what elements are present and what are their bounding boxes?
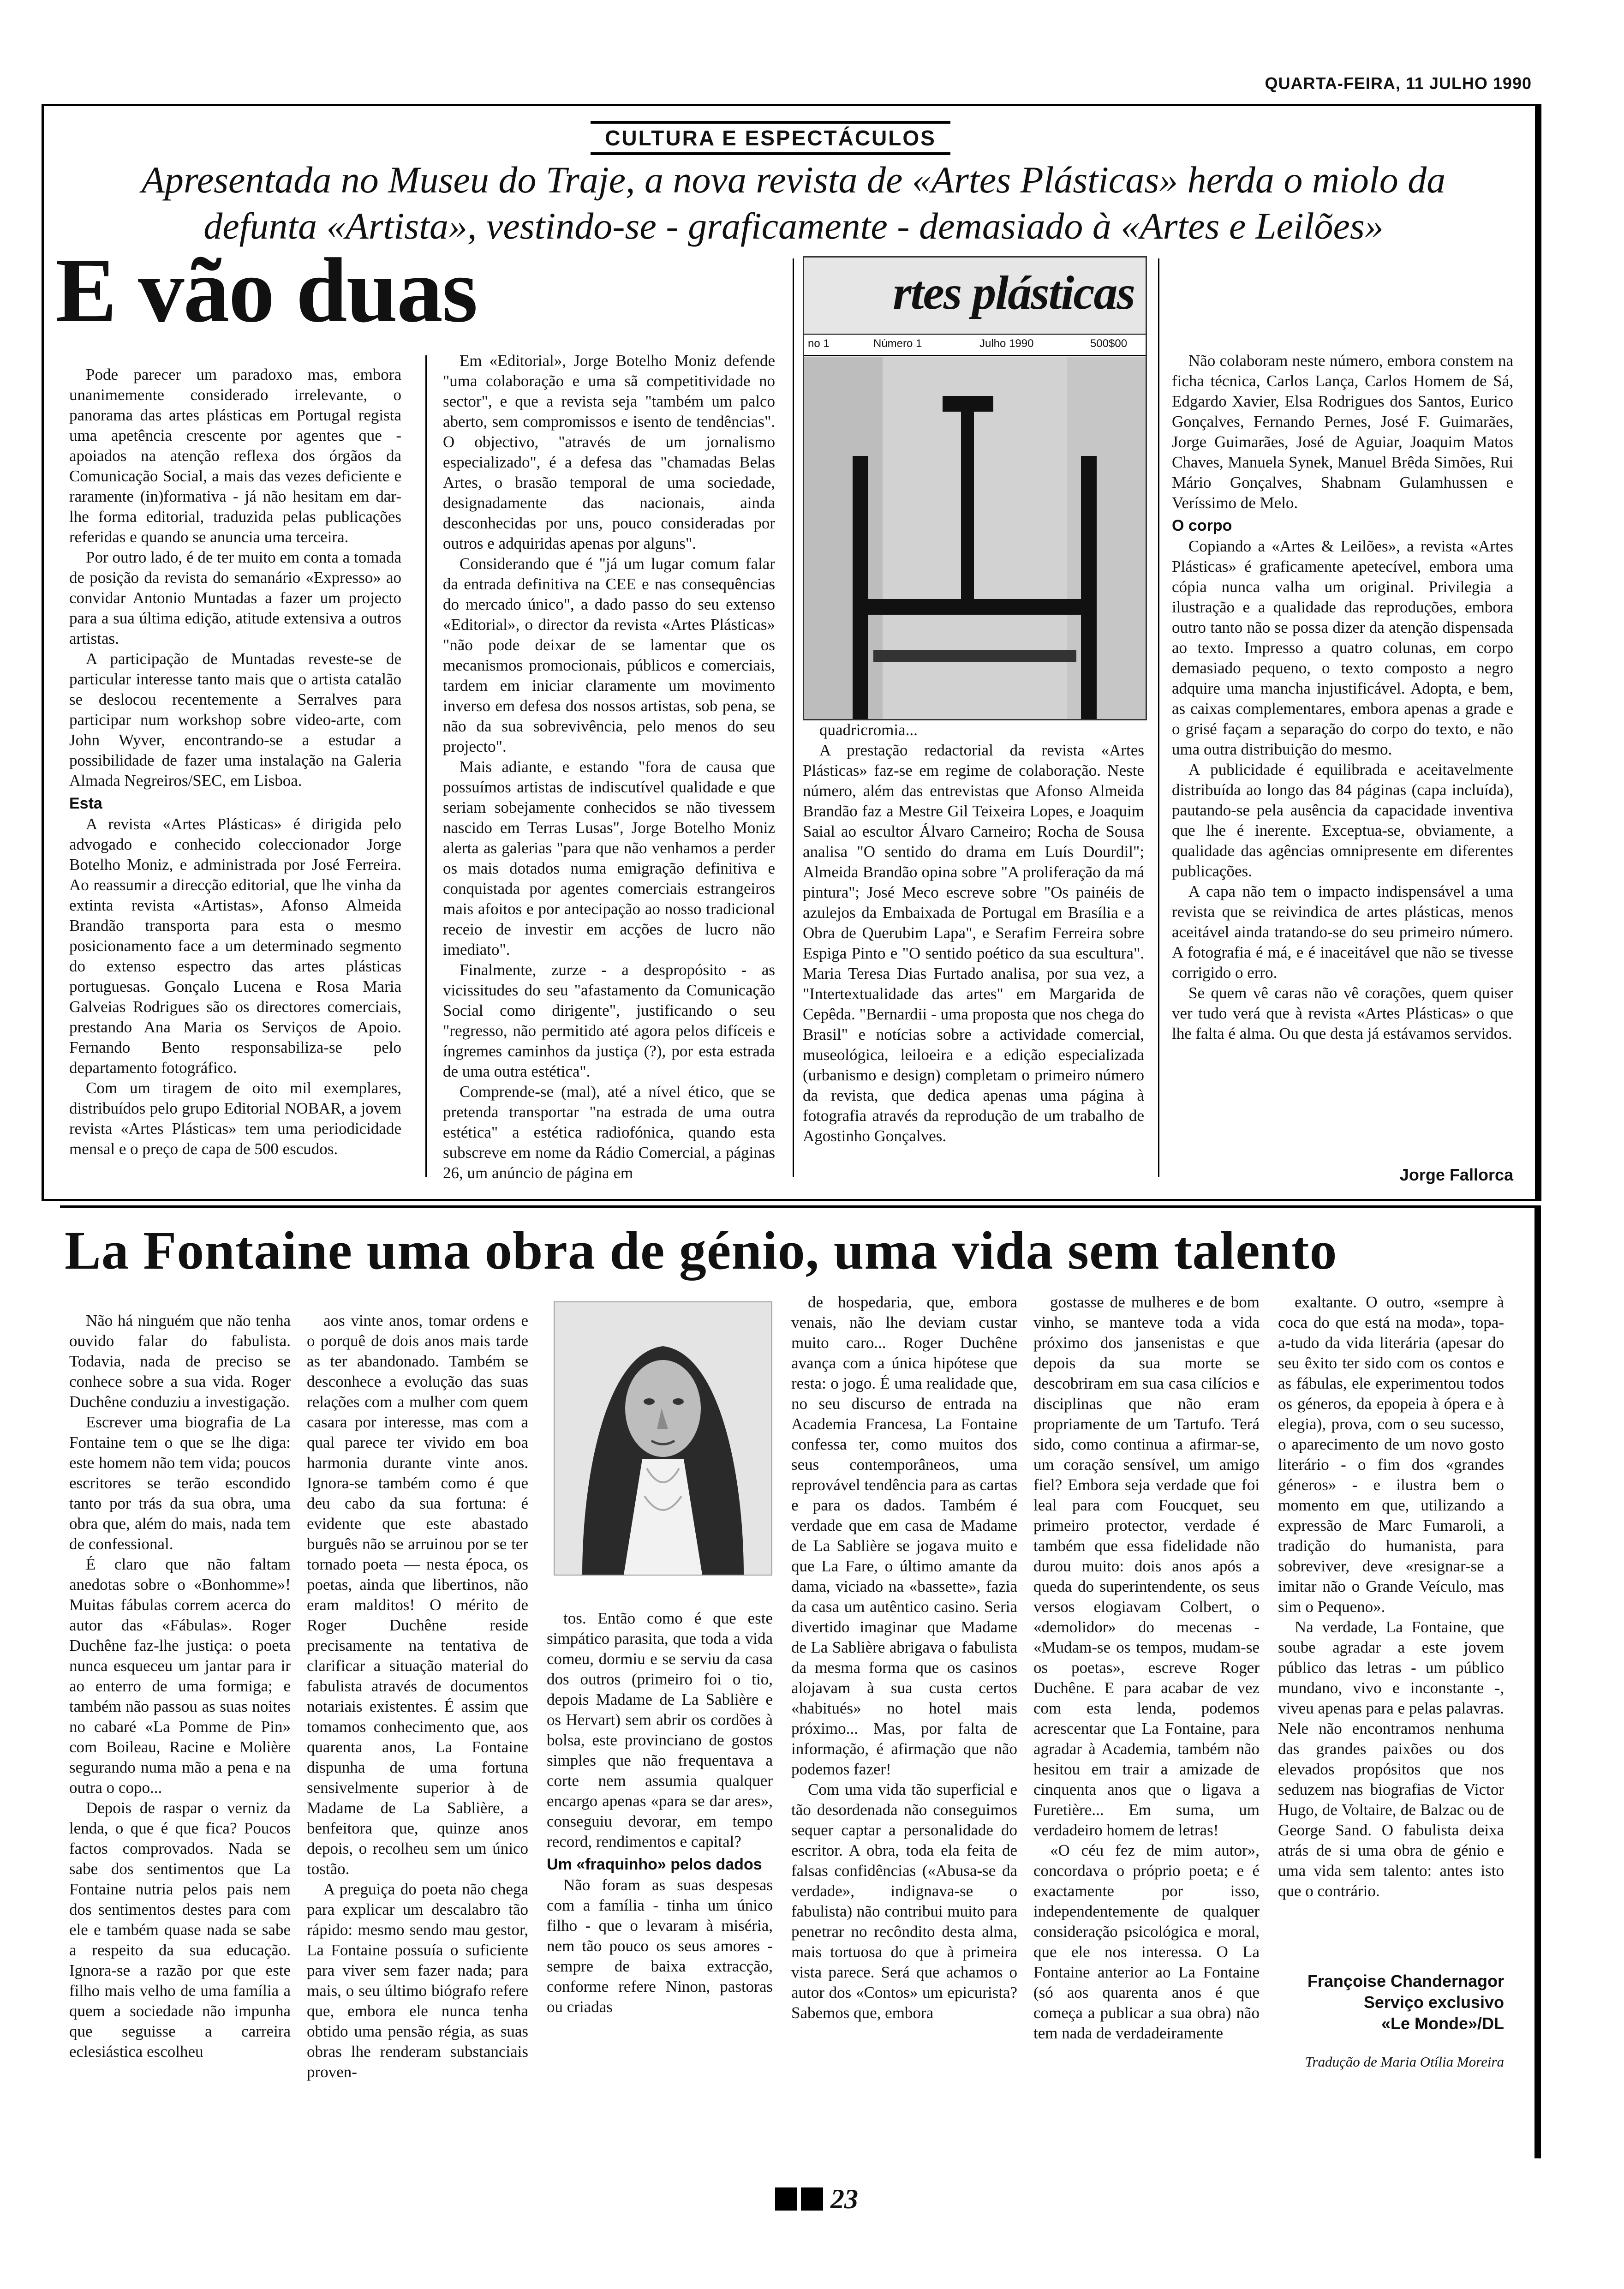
article1-column-1 [69, 365, 401, 1159]
paragraph: Comprende-se (mal), até a nível ético, que se pretenda transportar "na estrada de uma outra estética" a estética radiofónica, quando esta subscreve em nome da Rádio Comercial, a páginas 26, um anúncio de página em [443, 1083, 775, 1182]
paragraph: Considerando que é "já um lugar comum falar da entrada definitiva na CEE e nas consequências do mercado único", a dado passo do seu extenso «Editorial», o director da revista «Artes Plásticas» "não pode deixar de se lamentar que os mecanismos promocionais, públicos e comerciais, tardem em iniciar claramente um movimento inverso em defesa dos nossos artistas, sob pena, se não da sua sobrevivência, pelo menos do seu projecto". [443, 555, 775, 755]
paragraph: Copiando a «Artes & Leilões», a revista «Artes Plásticas» é graficamente apetecível, embora uma cópia nunca valha um original. Privilegia a ilustração e a qualidade das reproduções, embora outro tanto não se possa dizer da atenção dispensada ao texto. Impresso a quatro colunas, em corpo demasiado pequeno, o texto composto a negro adquire uma mancha injustificável. Adopta, e bem, as caixas complementares, embora apenas a grade e o grisé façam a separação do corpo do texto, e não uma outra distribuição do mesmo. [1172, 537, 1513, 758]
article2-column-6 [1278, 1292, 1504, 1901]
column-rule [793, 258, 794, 1177]
newspaper-logo-icon [801, 2187, 823, 2211]
subheading: Um «fraquinho» pelos dados [547, 1856, 762, 1873]
portrait-illustration [555, 1302, 771, 1575]
cover-price: 500$00 [1090, 337, 1128, 350]
column-rule [1158, 258, 1159, 1177]
paragraph: Depois de raspar o verniz da lenda, o que é que fica? Poucos factos comprovados. Nada se sabe dos sentimentos que La Fontaine nutria pelos pais nem dos sentimentos destes para com ele e também quase nada se sabe a respeito da sua educação. Ignora-se a razão por que este filho mais velho de uma família a quem a sociedade não impunha que seguisse a carreira eclesiástica escolheu [69, 1799, 291, 2061]
translation-credit: Tradução de Maria Otília Moreira [1305, 2054, 1504, 2070]
page-footer [775, 2183, 886, 2215]
subheading: O corpo [1172, 517, 1232, 534]
article1-column-2 [443, 351, 775, 1183]
paragraph: Com uma vida tão superficial e tão desordenada não conseguimos sequer captar a personalidade do escritor. A obra, toda ela feita de falsas confidências («Abusa-se da verdade», indignava-se o fabulista) não contribui muito para penetrar no recôndito desta alma, mais tortuosa do que à primeira vista parece. Será que achamos o autor dos «Contos» um epicurista? Sabemos que, embora [791, 1780, 1017, 2022]
paragraph: Mais adiante, e estando "fora de causa que possuímos artistas de indiscutível qualidade e que seriam sobejamente conhecidos se não tivessem nascido em Terras Lusas", Jorge Botelho Moniz alerta as galerias "para que não venhamos a perder os mais dotados numa emigração definitiva e conquistada por agentes comerciais estrangeiros mais afoitos e por antecipação ao nosso tradicional receio de investir em acções de lucro não imediato". [443, 758, 775, 959]
article1-column-3 [803, 720, 1144, 1146]
paragraph: Não há ninguém que não tenha ouvido falar do fabulista. Todavia, nada de preciso se conhece sobre a sua vida. Roger Duchêne conduziu a investigação. [69, 1312, 291, 1411]
paragraph: Escrever uma biografia de La Fontaine tem o que se lhe diga: este homem não tem vida; poucos escritores se terão escondido tanto por trás da sua obra, uma obra que, além do mais, nada tem de confessional. [69, 1413, 291, 1553]
signature-line-1: Françoise Chandernagor [1307, 1971, 1504, 1990]
la-fontaine-portrait [554, 1301, 772, 1576]
paragraph: Não foram as suas despesas com a família - tinha um único filho - que o levaram à miséria, nem tão pouco os seus amores - sempre de baixa extracção, conforme refere Ninon, pastoras ou criadas [547, 1876, 773, 2016]
article1-deck: Apresentada no Museu do Traje, a nova revista de «Artes Plásticas» herda o miolo da defunta «Artista», vestindo-se - graficamente - demasiado à «Artes e Leilões» [141, 159, 1446, 247]
paragraph: exaltante. O outro, «sempre à coca do que está na moda», topa-a-tudo da vida literária (apesar do seu êxito ter sido com os contos e as fábulas, ele experimentou todos os géneros, da epopeia à ópera e à elegia), prova, com o seu sucesso, o aparecimento de um novo gosto literário - o fim dos «grandes géneros» - e ilustra bem o momento em que, utilizando a expressão de Marc Fumaroli, a tradição do humanista, para sobreviver, deve «resignar-se a imitar não o Grande Veículo, mas sim o Pequeno». [1278, 1293, 1504, 1616]
paragraph: tos. Então como é que este simpático parasita, que toda a vida comeu, dormiu e se serviu da casa dos outros (primeiro foi o tio, depois Madame de La Sablière e os Hervart) sem abrir os cordões à bolsa, este provinciano de gostos simples que não frequentava a corte nem assumia qualquer encargo apenas «para se dar ares», conseguiu devorar, em tempo record, rendimentos e capital? [547, 1609, 773, 1851]
article2-column-3 [547, 1608, 773, 2017]
section-label: CULTURA E ESPECTÁCULOS [591, 121, 950, 155]
paragraph: aos vinte anos, tomar ordens e o porquê de dois anos mais tarde as ter abandonado. Também se desconhece a evolução das suas relações com a mulher com quem casara por interesse, mas com a qual parece ter vivido em boa harmonia durante vinte anos. Ignora-se também como é que deu cabo da sua fortuna: é evidente que este abastado burguês não se arruinou por se ter tornado poeta — nesta época, os poetas, ainda que libertinos, não eram malditos! O mérito de Roger Duchêne reside precisamente na tentativa de clarificar a situação material do fabulista através de documentos notariais existentes. É assim que tomamos conhecimento que, aos quarenta anos, La Fontaine dispunha de uma fortuna sensivelmente superior à de Madame de La Sablière, a benfeitora que, quinze anos depois, o recolheu sem um único tostão. [307, 1312, 528, 1878]
paragraph: «O céu fez de mim autor», concordava o próprio poeta; e é exactamente por isso, independentemente de qualquer consideração psicológica e moral, que ele nos interessa. O La Fontaine anterior ao La Fontaine (só aos quarenta anos é que começa a publicar a sua obra) não tem nada de verdadeiramente [1033, 1841, 1260, 2042]
magazine-cover-image [803, 256, 1147, 720]
cover-easel-illustration [804, 258, 1146, 719]
cover-issue: no 1 [808, 337, 830, 350]
paragraph: Com um tiragem de oito mil exemplares, distribuídos pelo grupo Editorial NOBAR, a jovem revista «Artes Plásticas» tem uma periodicidade mensal e o preço de capa de 500 escudos. [69, 1079, 401, 1158]
signature-line-2: Serviço exclusivo [1363, 1993, 1504, 2012]
article2-headline: La Fontaine uma obra de génio, uma vida sem talento [65, 1220, 1337, 1281]
cover-number: Número 1 [873, 337, 922, 350]
paragraph: gostasse de mulheres e de bom vinho, se manteve toda a vida próximo dos jansenistas e que depois da sua morte se descobriram em sua casa cilícios e disciplinas que não eram propriamente de um Tartufo. Terá sido, como continua a afirmar-se, um coração sensível, um amigo fiel? Embora seja verdade que foi leal para com Foucquet, seu primeiro protector, verdade é também que essa fidelidade não durou muito: dois anos após a queda do superintendente, os seus versos elogiavam Colbert, o «demolidor» do mecenas - «Mudam-se os tempos, mudam-se os poetas», escreve Roger Duchêne. E para acabar de vez com esta lenda, podemos acrescentar que La Fontaine, para agradar à Academia, também não hesitou em trair a amizade de cinquenta anos que o ligava a Furetière... Em suma, um verdadeiro homem de letras! [1033, 1293, 1260, 1839]
newspaper-logo-icon [775, 2187, 797, 2211]
cover-date: Julho 1990 [979, 337, 1034, 350]
subheading: Esta [69, 795, 102, 812]
article1-headline: E vão duas [55, 240, 477, 342]
paragraph: A prestação redactorial da revista «Artes Plásticas» faz-se em regime de colaboração. Neste número, além das entrevistas que Afonso Almeida Brandão faz a Mestre Gil Teixeira Lopes, e Joaquim Saial ao escultor Álvaro Carneiro; Rocha de Sousa analisa "O sentido do drama em Luís Dourdil"; Almeida Brandão opina sobre "A proliferação da má pintura"; José Meco escreve sobre "Os painéis de azulejos da Embaixada de Portugal em Brasília e a Obra de Querubim Lapa", e Serafim Ferreira sobre Espiga Pinto e "O sentido poético da sua escultura". Maria Teresa Dias Furtado analisa, por sua vez, a "Intertextualidade das artes" em Margarida de Cepêda. "Bernardii - uma proposta que nos chega do Brasil" e notícias sobre a actividade comercial, museológica, leiloeira e a edição especializada (urbanismo e design) completam o primeiro número da revista, que dedica apenas uma página à fotografia através da reprodução de um trabalho de Agostinho Gonçalves. [803, 741, 1144, 1145]
cover-title: rtes plásticas [893, 266, 1134, 319]
signature-line-3: «Le Monde»/DL [1381, 2014, 1504, 2033]
article2-column-2 [307, 1311, 528, 2082]
paragraph: A participação de Muntadas reveste-se de particular interesse tanto mais que o artista catalão se deslocou recentemente a Serralves para participar num workshop sobre video-arte, com John Wyver, encontrando-se a estudar a possibilidade de fazer uma instalação na Galeria Almada Negreiros/SEC, em Lisboa. [69, 650, 401, 790]
paragraph: A capa não tem o impacto indispensável a uma revista que se reivindica de artes plásticas, menos aceitável ainda tratando-se do seu primeiro número. A fotografia é má, e é inaceitável que não se tivesse corrigido o erro. [1172, 882, 1513, 982]
paragraph: Não colaboram neste número, embora constem na ficha técnica, Carlos Lança, Carlos Homem de Sá, Edgardo Xavier, Elsa Rodrigues dos Santos, Eurico Gonçalves, Fernando Pernes, José F. Guimarães, Jorge Guimarães, José de Aguiar, Joaquim Matos Chaves, Manuela Synek, Manuel Brêda Simões, Rui Mário Gonçalves, Shabnam Gulamhussen e Veríssimo de Melo. [1172, 352, 1513, 512]
paragraph: Na verdade, La Fontaine, que soube agradar a este jovem público das letras - um público mundano, vivo e inconstante -, viveu apenas para e pelas palavras. Nele não encontramos nenhuma das grandes paixões ou dos elevados propósitos que nos seduzem nas biografias de Victor Hugo, de Voltaire, de Balzac ou de George Sand. O fabulista deixa atrás de si uma obra de génio e uma vida sem talento: antes isto que o contrário. [1278, 1618, 1504, 1900]
paragraph: Pode parecer um paradoxo mas, embora unanimemente considerado irrelevante, o panorama das artes plásticas em Portugal regista uma apetência crescente por agentes que - apoiados na atenção reflexa dos órgãos da Comunicação Social, a mais das vezes deficiente e raramente (in)formativa - já não hesitam em dar-lhe forma editorial, traduzida pelas publicações referidas e quando se anuncia uma terceira. [69, 366, 401, 546]
paragraph: A preguiça do poeta não chega para explicar um descalabro tão rápido: mesmo sendo mau gestor, La Fontaine possuía o suficiente para viver sem fazer nada; para mais, o seu último biógrafo refere que, embora ele nunca tenha obtido uma pensão régia, as suas obras lhe renderam substanciais proven- [307, 1880, 528, 2081]
article1-column-4 [1172, 351, 1513, 1044]
paragraph: de hospedaria, que, embora venais, não lhe deviam custar muito caro... Roger Duchêne avança com a única hipótese que resta: o jogo. É uma realidade que, no seu discurso de entrada na Academia Francesa, La Fontaine confessa ter, como muitos dos seus contemporâneos, uma reprovável tendência para as cartas e para os dados. Também é verdade que em casa de Madame de La Sablière se jogava muito e que La Fare, o último amante da dama, viciado na «bassette», fazia da casa um autêntico casino. Seria divertido imaginar que Madame de La Sablière abrigava o fabulista da mesma forma que os casinos alojavam à sua custa certos «habitués» no hotel mais próximo... Mas, por falta de informação, é afirmação que não podemos fazer! [791, 1293, 1017, 1778]
column-rule [425, 355, 427, 1177]
paragraph: A publicidade é equilibrada e aceitavelmente distribuída ao longo das 84 páginas (capa incluída), pautando-se pela ausência da capacidade inventiva que lhe é inerente. Exceptua-se, obviamente, a qualidade das agências omnipresente em diferentes publicações. [1172, 761, 1513, 880]
paragraph: quadricromia... [819, 721, 918, 739]
paragraph: Finalmente, zurze - a despropósito - as vicissitudes do seu "afastamento da Comunicação Social como dirigente", justificando o seu "regresso, não permitido até agora pelos difíceis e íngremes caminhos da justiça (?), por esta estrada de uma outra estética". [443, 961, 775, 1080]
article2-column-1 [69, 1311, 291, 2062]
issue-date: QUARTA-FEIRA, 11 JULHO 1990 [1265, 74, 1532, 93]
paragraph: Se quem vê caras não vê corações, quem quiser ver tudo verá que à revista «Artes Plásticas» o que lhe falta é alma. Ou que desta já estávamos servidos. [1172, 984, 1513, 1043]
article2-credits [1278, 1971, 1504, 2071]
paragraph: Em «Editorial», Jorge Botelho Moniz defende "uma colaboração e uma sã competitividade no sector", e que a revista seja "também um palco aberto, sem compromissos e isento de tendências". O objectivo, "através de um jornalismo especializado", é a defesa das "chamadas Belas Artes, o brasão temporal de uma sociedade, designadamente das nacionais, ainda desconhecidas por uns, pouco consideradas por outros e adquiridas apenas por alguns". [443, 352, 775, 552]
article2-column-4 [791, 1292, 1017, 2023]
paragraph: Por outro lado, é de ter muito em conta a tomada de posição da revista do semanário «Expresso» ao convidar Antonio Muntadas a fazer um projecto para a sua última edição, atitude extensiva a outros artistas. [69, 548, 401, 647]
page-number: 23 [830, 2184, 858, 2214]
paragraph: É claro que não faltam anedotas sobre o «Bonhomme»! Muitas fábulas correm acerca do autor das «Fábulas». Roger Duchêne faz-lhe justiça: o poeta nunca esqueceu um jantar para ir ao enterro de uma formiga; e também não passou as suas noites no cabaré «La Pomme de Pin» com Boileau, Racine e Molière segurando numa mão a pena e na outra o copo... [69, 1555, 291, 1797]
paragraph: A revista «Artes Plásticas» é dirigida pelo advogado e conhecido coleccionador Jorge Botelho Moniz, e administrada por José Ferreira. Ao reassumir a direcção editorial, que lhe vinha da extinta revista «Artistas», Afonso Almeida Brandão transporta para esta o mesmo posicionamento face a um determinado segmento do extenso espectro das artes plásticas portuguesas. Gonçalo Lucena e Rosa Maria Galveias Rodrigues são os directores comerciais, prestando Ana Maria os Serviços de Apoio. Fernando Bento responsabiliza-se pelo departamento fotográfico. [69, 815, 401, 1077]
article2-column-5 [1033, 1292, 1260, 2043]
article1-author: Jorge Fallorca [1399, 1165, 1513, 1184]
